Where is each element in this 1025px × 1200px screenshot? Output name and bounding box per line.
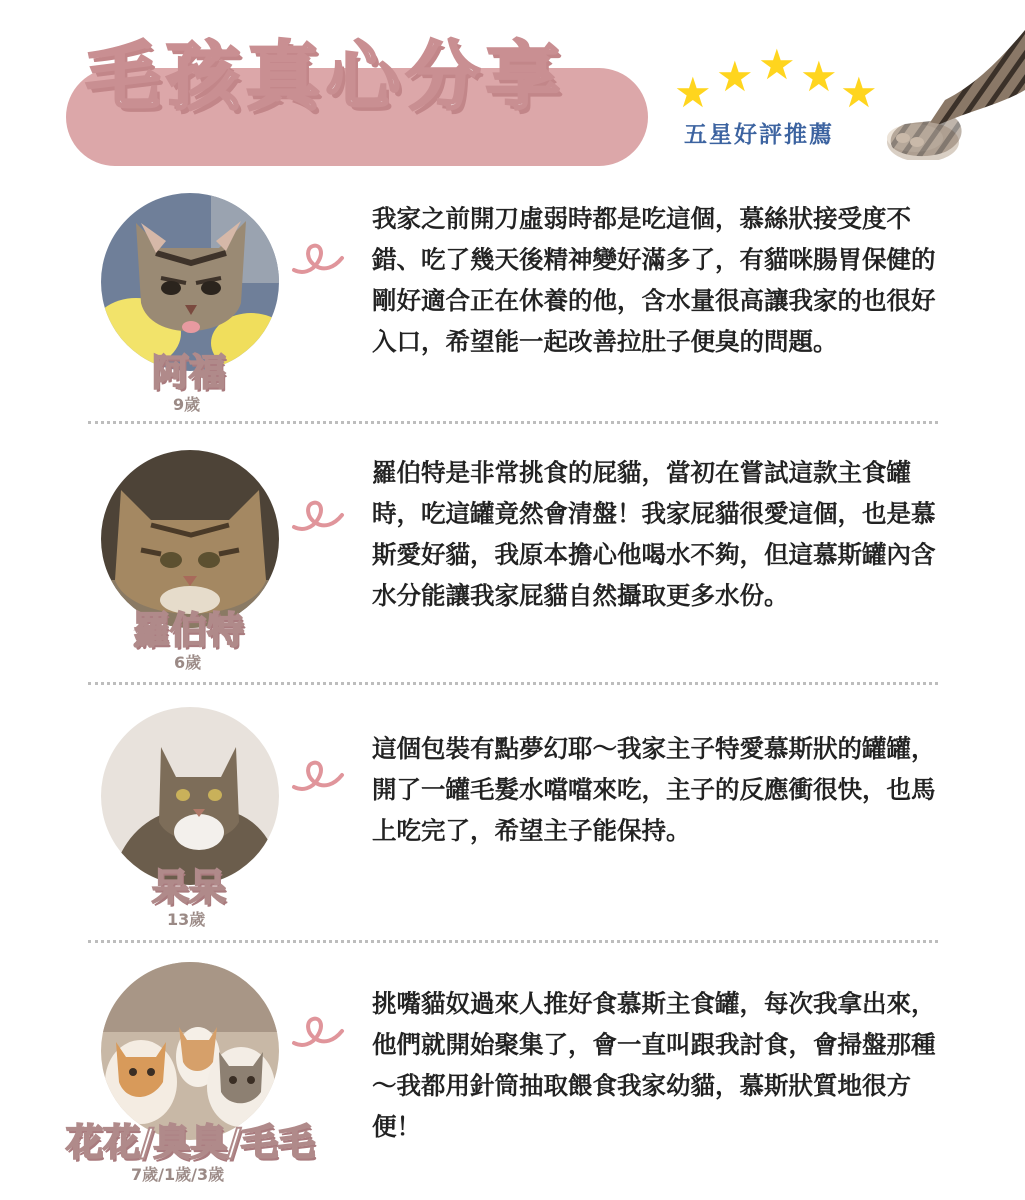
- star-icon: ★: [674, 68, 712, 117]
- swirl-icon: [290, 1013, 346, 1053]
- review-text: 羅伯特是非常挑食的屁貓，當初在嘗試這款主食罐時，吃這罐竟然會清盤！我家屁貓很愛這個，也是慕斯愛好貓，我原本擔心他喝水不夠，但這慕斯罐內含水分能讓我家屁貓自然攝取更多水份。: [372, 458, 936, 610]
- cat-age: 7歲/1歲/3歲: [131, 1165, 225, 1184]
- cat-age: 6歲: [174, 653, 202, 672]
- star-icon: ★: [758, 40, 796, 89]
- cat-age: 13歲: [167, 910, 206, 929]
- cat-paw-illustration: [885, 30, 1025, 160]
- divider: [88, 682, 938, 685]
- page-title: 毛孩真心分享: [86, 34, 566, 120]
- swirl-icon: [290, 497, 346, 537]
- swirl-icon: [290, 757, 346, 797]
- cat-name: 阿福: [152, 351, 226, 394]
- swirl-icon: [290, 240, 346, 280]
- review-text: 這個包裝有點夢幻耶～我家主子特愛慕斯狀的罐罐，開了一罐毛髮水噹噹來吃，主子的反應衝很快，也馬上吃完了，希望主子能保持。: [372, 734, 936, 845]
- five-star-rating: [670, 40, 885, 117]
- cat-name: 呆呆: [152, 866, 226, 909]
- star-icon: ★: [840, 68, 878, 117]
- star-icon: ★: [800, 52, 838, 101]
- cat-age: 9歲: [173, 395, 201, 414]
- cat-name: 花花/臭臭/毛毛: [66, 1121, 316, 1164]
- review-text: 我家之前開刀虛弱時都是吃這個，慕絲狀接受度不錯、吃了幾天後精神變好滿多了，有貓咪腸胃保健的剛好適合正在休養的他，含水量很高讓我家的也很好入口，希望能一起改善拉肚子便臭的問題。: [372, 204, 936, 356]
- page-subtitle: 五星好評推薦: [684, 122, 834, 148]
- cat-name: 羅伯特: [133, 609, 244, 652]
- divider: [88, 940, 938, 943]
- review-text: 挑嘴貓奴過來人推好食慕斯主食罐，每次我拿出來，他們就開始聚集了，會一直叫跟我討食，會掃盤那種～我都用針筒抽取餵食我家幼貓，慕斯狀質地很方便！: [372, 989, 936, 1141]
- star-icon: ★: [716, 52, 754, 101]
- divider: [88, 421, 938, 424]
